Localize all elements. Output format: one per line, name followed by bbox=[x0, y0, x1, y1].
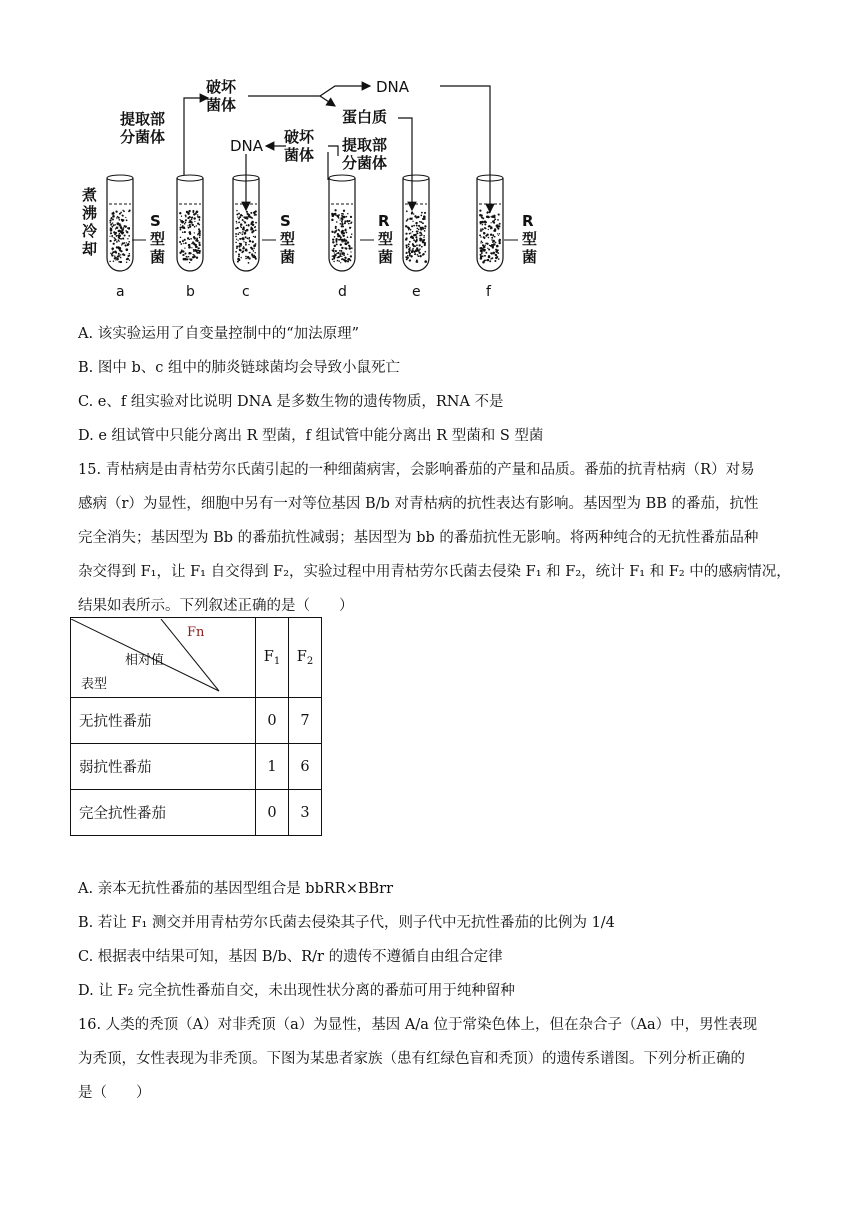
cell-f2: 6 bbox=[289, 744, 322, 790]
svg-text:冷: 冷 bbox=[82, 222, 98, 240]
q14-option-a[interactable]: A. 该实验运用了自变量控制中的“加法原理” bbox=[78, 326, 360, 342]
test-tube-b bbox=[177, 175, 203, 271]
q15-line-3: 完全消失；基因型为 Bb 的番茄抗性减弱；基因型为 bb 的番茄抗性无影响。将两种纯合的无抗性番茄品种 bbox=[78, 530, 759, 546]
test-tube-e bbox=[403, 175, 429, 271]
break-label-2: 破坏 bbox=[284, 128, 315, 146]
q14-option-c[interactable]: C. e、f 组实验对比说明 DNA 是多数生物的遗传物质，RNA 不是 bbox=[78, 394, 504, 410]
svg-text:煮: 煮 bbox=[82, 186, 98, 204]
row-label: 完全抗性番茄 bbox=[71, 790, 256, 836]
svg-text:却: 却 bbox=[82, 240, 98, 258]
table-row bbox=[71, 744, 322, 790]
svg-text:菌: 菌 bbox=[280, 248, 296, 266]
svg-text:型: 型 bbox=[522, 230, 538, 248]
row-label: 弱抗性番茄 bbox=[71, 744, 256, 790]
corner-phenotype: 表型 bbox=[81, 676, 108, 692]
extract-label-1: 提取部 bbox=[120, 110, 166, 128]
svg-text:型: 型 bbox=[150, 230, 166, 248]
protein-label: 蛋白质 bbox=[342, 108, 388, 126]
tube-letter-c: c bbox=[242, 284, 250, 300]
tube-letter-b: b bbox=[186, 284, 195, 300]
dna-label-1: DNA bbox=[376, 78, 410, 96]
svg-text:菌: 菌 bbox=[378, 248, 394, 266]
q15-line-5: 结果如表所示。下列叙述正确的是（ ） bbox=[78, 598, 354, 614]
q15-line-2: 感病（r）为显性，细胞中另有一对等位基因 B/b 对青枯病的抗性表达有影响。基因型为 BB 的番茄，抗性 bbox=[78, 496, 759, 512]
test-tube-a bbox=[107, 175, 133, 271]
svg-text:R: R bbox=[522, 212, 534, 230]
svg-text:R: R bbox=[378, 212, 390, 230]
svg-text:菌: 菌 bbox=[150, 248, 166, 266]
corner-fn: Fn bbox=[187, 624, 205, 640]
extract-label-2: 提取部 bbox=[342, 136, 388, 154]
test-tube-d bbox=[329, 175, 355, 271]
q15-option-b[interactable]: B. 若让 F₁ 测交并用青枯劳尔氏菌去侵染其子代，则子代中无抗性番茄的比例为 1/4 bbox=[78, 915, 615, 931]
q15-table bbox=[70, 617, 322, 836]
corner-relative-value: 相对值 bbox=[125, 652, 165, 668]
q16-line-3: 是（ ） bbox=[78, 1085, 151, 1101]
q15-line-4: 杂交得到 F₁，让 F₁ 自交得到 F₂，实验过程中用青枯劳尔氏菌去侵染 F₁ 和 F₂，统计 F₁ 和 F₂ 中的感病情况， bbox=[78, 564, 791, 580]
r-bacteria-label-d bbox=[360, 212, 393, 266]
q15-option-c[interactable]: C. 根据表中结果可知，基因 B/b、R/r 的遗传不遵循自由组合定律 bbox=[78, 949, 503, 965]
svg-text:分菌体: 分菌体 bbox=[120, 128, 166, 146]
cell-f2: 3 bbox=[289, 790, 322, 836]
tube-letter-a: a bbox=[116, 284, 125, 300]
table-row bbox=[71, 698, 322, 744]
svg-text:分菌体: 分菌体 bbox=[342, 154, 388, 172]
row-label: 无抗性番茄 bbox=[71, 698, 256, 744]
table-row bbox=[71, 790, 322, 836]
cell-f2: 7 bbox=[289, 698, 322, 744]
dna-label-2: DNA bbox=[230, 137, 264, 155]
svg-text:菌体: 菌体 bbox=[284, 146, 315, 164]
boil-label bbox=[82, 186, 98, 258]
svg-text:型: 型 bbox=[378, 230, 394, 248]
cell-f1: 0 bbox=[256, 790, 289, 836]
r-bacteria-label-f bbox=[504, 212, 537, 266]
s-bacteria-label-c bbox=[262, 212, 295, 266]
svg-text:沸: 沸 bbox=[82, 204, 98, 222]
experiment-figure bbox=[70, 70, 550, 310]
tube-letter-e: e bbox=[412, 284, 421, 300]
q15-option-a[interactable]: A. 亲本无抗性番茄的基因型组合是 bbRR×BBrr bbox=[78, 881, 394, 897]
q14-option-b[interactable]: B. 图中 b、c 组中的肺炎链球菌均会导致小鼠死亡 bbox=[78, 360, 400, 376]
q14-option-d[interactable]: D. e 组试管中只能分离出 R 型菌，f 组试管中能分离出 R 型菌和 S 型菌 bbox=[78, 428, 544, 444]
svg-text:菌体: 菌体 bbox=[206, 96, 237, 114]
svg-text:型: 型 bbox=[280, 230, 296, 248]
s-bacteria-label-b bbox=[132, 212, 165, 266]
q15-option-d[interactable]: D. 让 F₂ 完全抗性番茄自交，未出现性状分离的番茄可用于纯种留种 bbox=[78, 983, 515, 999]
cell-f1: 1 bbox=[256, 744, 289, 790]
q16-line-1: 16. 人类的秃顶（A）对非秃顶（a）为显性，基因 A/a 位于常染色体上，但在杂合子（Aa）中，男性表现 bbox=[78, 1017, 758, 1033]
col-header-f1: $F_1$ bbox=[256, 618, 289, 698]
cell-f1: 0 bbox=[256, 698, 289, 744]
break-label-1: 破坏 bbox=[206, 78, 237, 96]
tube-letter-f: f bbox=[486, 284, 491, 300]
q16-line-2: 为秃顶，女性表现为非秃顶。下图为某患者家族（患有红绿色盲和秃顶）的遗传系谱图。下列分析正确的 bbox=[78, 1051, 745, 1067]
svg-text:菌: 菌 bbox=[522, 248, 538, 266]
svg-text:S: S bbox=[280, 212, 291, 230]
svg-text:S: S bbox=[150, 212, 161, 230]
table-corner bbox=[71, 618, 256, 698]
q15-line-1: 15. 青枯病是由青枯劳尔氏菌引起的一种细菌病害，会影响番茄的产量和品质。番茄的抗青枯病（R）对易 bbox=[78, 462, 755, 478]
col-header-f2: $F_2$ bbox=[289, 618, 322, 698]
tube-letter-d: d bbox=[338, 284, 347, 300]
